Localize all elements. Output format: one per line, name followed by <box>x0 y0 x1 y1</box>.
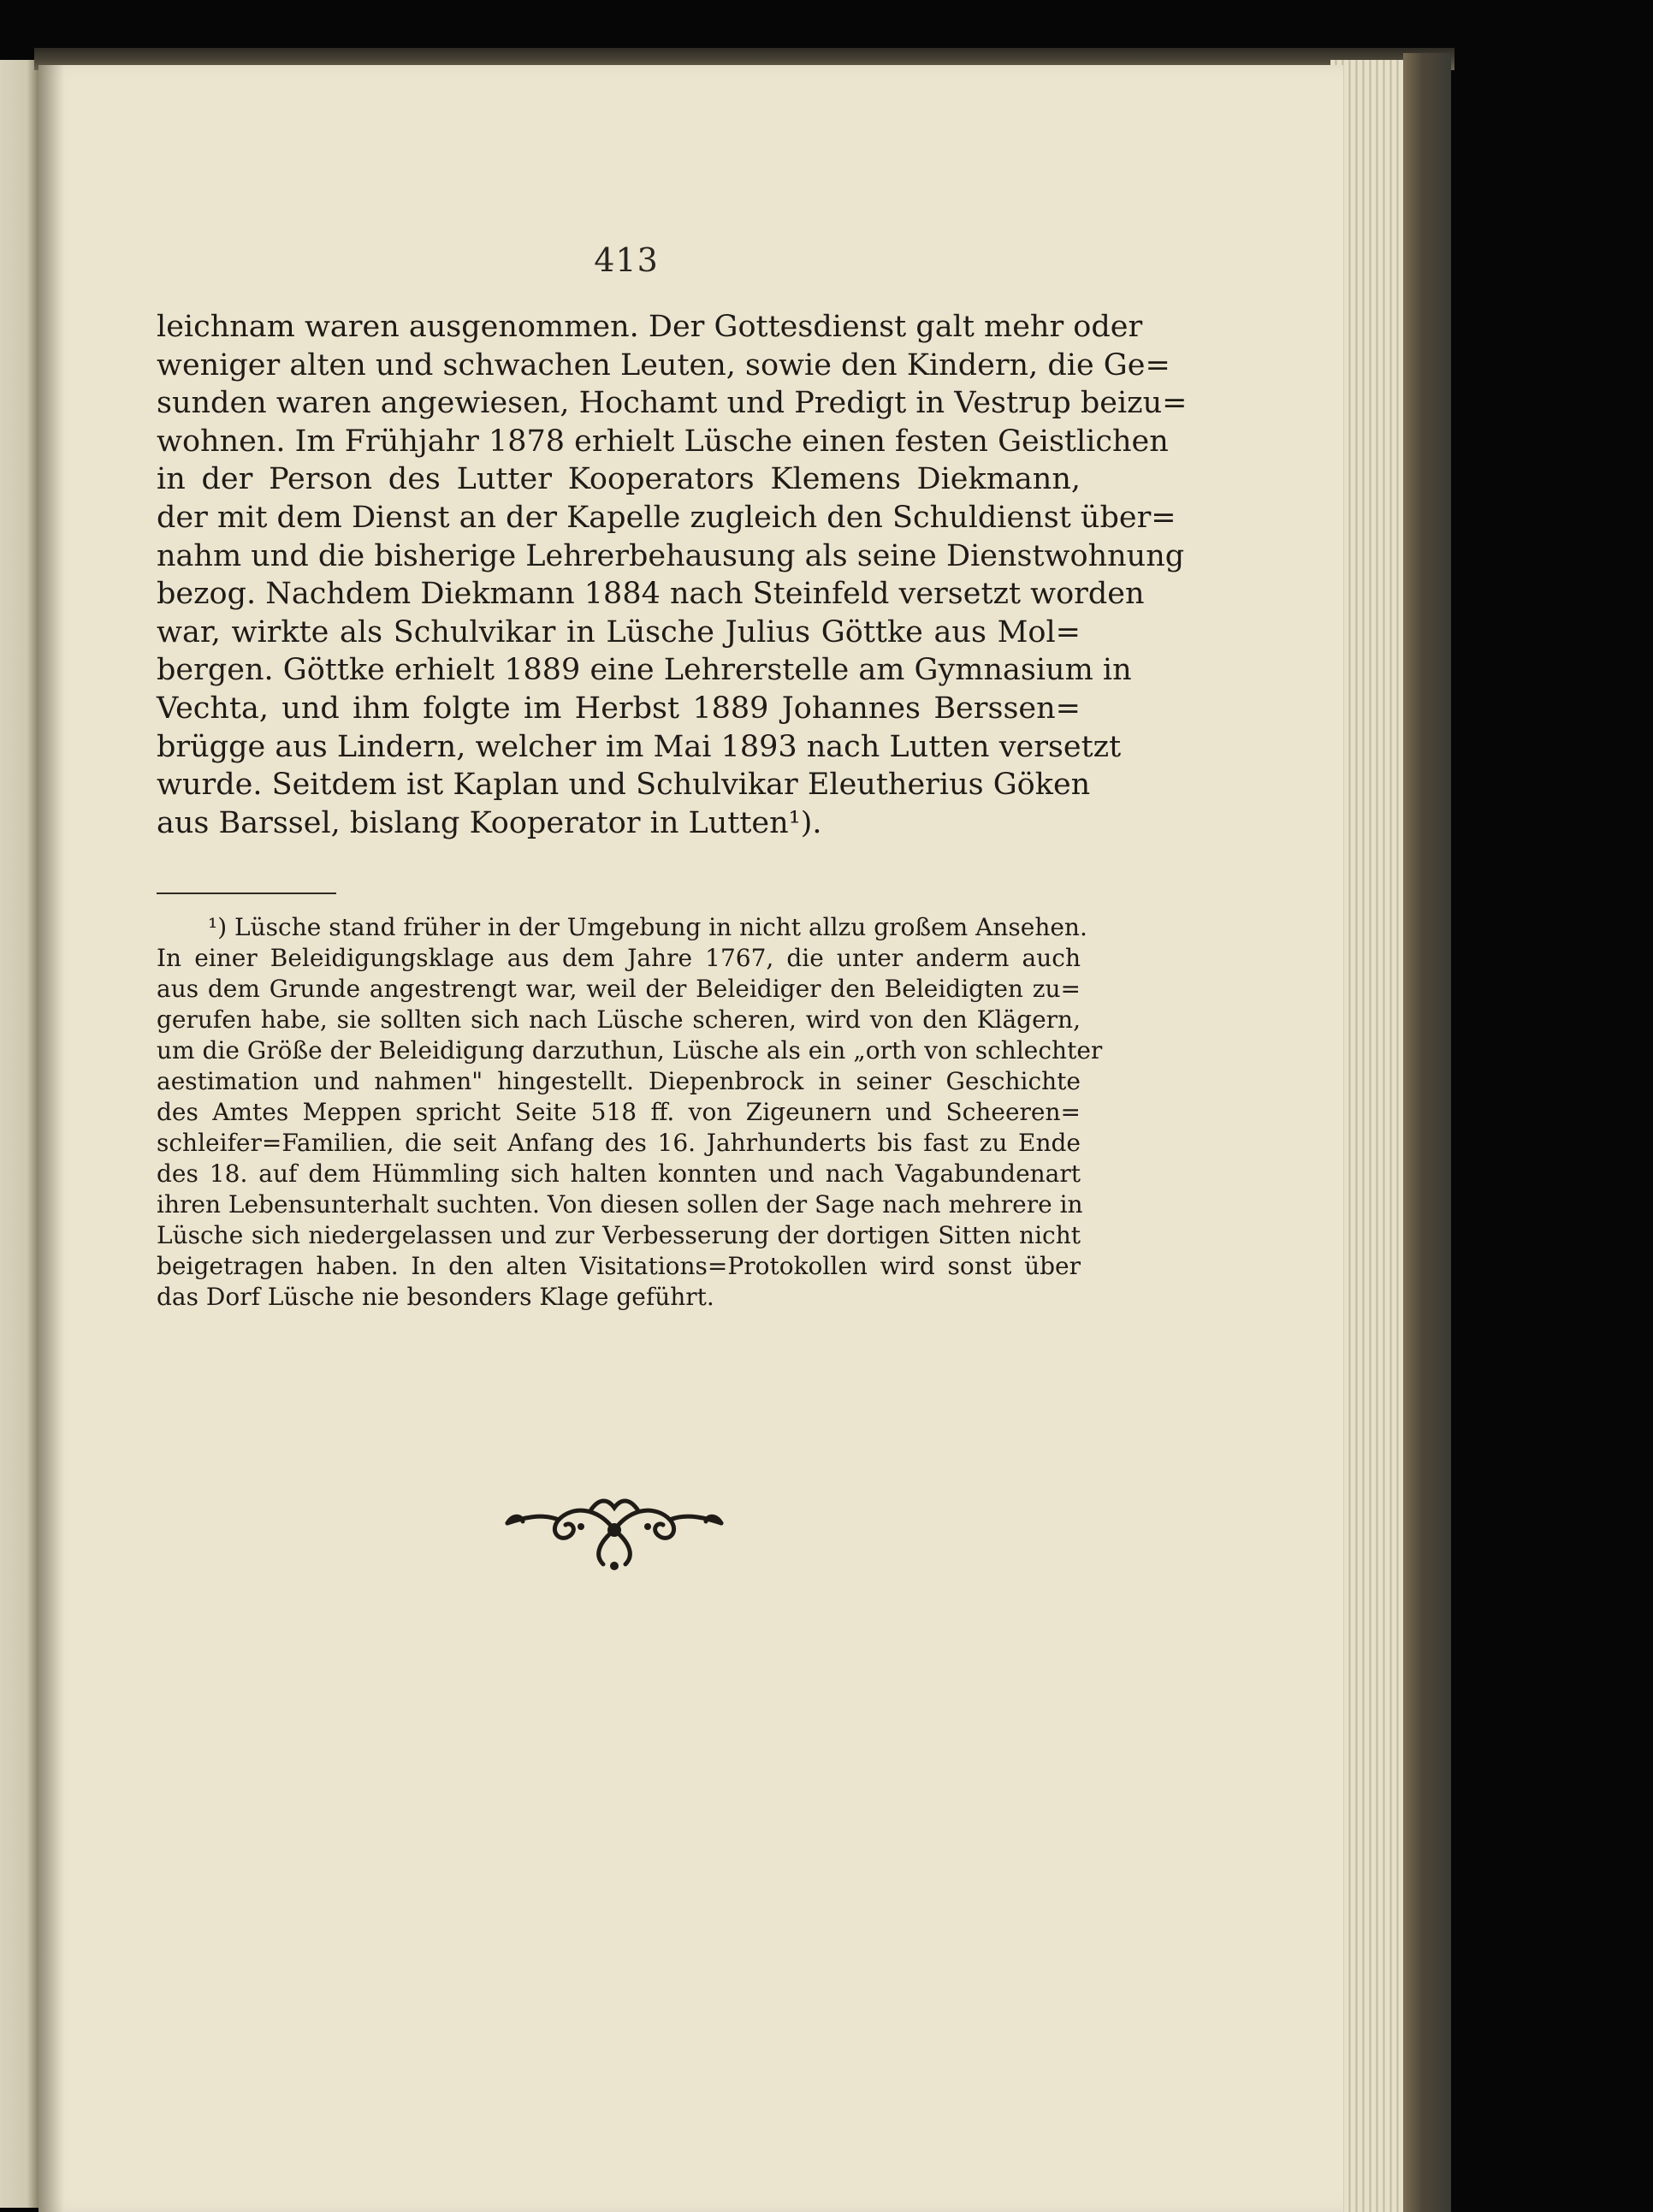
footnote-line: schleifer=Familien, die seit Anfang des 16. Jahrhunderts bis fast zu Ende <box>157 1129 1081 1157</box>
footnote-block <box>157 912 1103 1313</box>
footnote-divider <box>157 893 336 894</box>
book-cover-edge <box>1403 53 1451 2212</box>
footnote-line: aestimation und nahmen" hingestellt. Diepenbrock in seiner Geschichte <box>157 1067 1081 1095</box>
footnote-line: ¹) Lüsche stand früher in der Umgebung in nicht allzu großem Ansehen. <box>208 913 1087 941</box>
page-number: 413 <box>594 241 659 279</box>
footnote-line: ihren Lebensunterhalt suchten. Von diesen sollen der Sage nach mehrere in <box>157 1190 1083 1219</box>
text-line: leichnam waren ausgenommen. Der Gottesdienst galt mehr oder <box>157 310 1143 344</box>
text-line: weniger alten und schwachen Leuten, sowie den Kindern, die Ge= <box>157 347 1170 383</box>
text-line: Vechta, und ihm folgte im Herbst 1889 Johannes Berssen= <box>157 691 1081 726</box>
text-line: wurde. Seitdem ist Kaplan und Schulvikar Eleutherius Göken <box>157 768 1091 803</box>
footnote-line: aus dem Grunde angestrengt war, weil der Beleidiger den Beleidigten zu= <box>157 975 1081 1003</box>
footnote-line: In einer Beleidigungsklage aus dem Jahre 1767, die unter anderm auch <box>157 944 1081 972</box>
text-line: wohnen. Im Frühjahr 1878 erhielt Lüsche einen festen Geistlichen <box>157 424 1169 459</box>
text-line: bezog. Nachdem Diekmann 1884 nach Steinfeld versetzt worden <box>157 577 1145 612</box>
text-line: nahm und die bisherige Lehrerbehausung als seine Dienstwohnung <box>157 538 1185 573</box>
footnote-line: beigetragen haben. In den alten Visitations=Protokollen wird sonst über <box>157 1252 1081 1280</box>
footnote-line: gerufen habe, sie sollten sich nach Lüsche scheren, wird von den Klägern, <box>157 1005 1081 1034</box>
footnote-line: Lüsche sich niedergelassen und zur Verbesserung der dortigen Sitten nicht <box>157 1221 1081 1249</box>
footnote-line: des Amtes Meppen spricht Seite 518 ff. von Zigeunern und Scheeren= <box>157 1098 1081 1126</box>
text-line: aus Barssel, bislang Kooperator in Lutten¹). <box>157 805 822 840</box>
text-line: bergen. Göttke erhielt 1889 eine Lehrerstelle am Gymnasium in <box>157 653 1132 688</box>
left-page-edge <box>0 60 39 2208</box>
text-line: sunden waren angewiesen, Hochamt und Predigt in Vestrup beizu= <box>157 386 1188 421</box>
footnote-line: des 18. auf dem Hümmling sich halten konnten und nach Vagabundenart <box>157 1159 1081 1188</box>
main-text-block <box>157 308 1188 842</box>
text-line: der mit dem Dienst an der Kapelle zugleich den Schuldienst über= <box>157 500 1176 535</box>
page-gutter-shadow <box>39 65 64 2212</box>
text-line: war, wirkte als Schulvikar in Lüsche Julius Göttke aus Mol= <box>157 614 1081 649</box>
fleuron-ornament-icon <box>499 1489 730 1571</box>
footnote-line: um die Größe der Beleidigung darzuthun, Lüsche als ein „orth von schlechter <box>157 1036 1103 1064</box>
text-line: brügge aus Lindern, welcher im Mai 1893 nach Lutten versetzt <box>157 729 1122 764</box>
text-line: in der Person des Lutter Kooperators Klemens Diekmann, <box>157 462 1081 497</box>
footnote-line: das Dorf Lüsche nie besonders Klage geführt. <box>157 1283 714 1311</box>
